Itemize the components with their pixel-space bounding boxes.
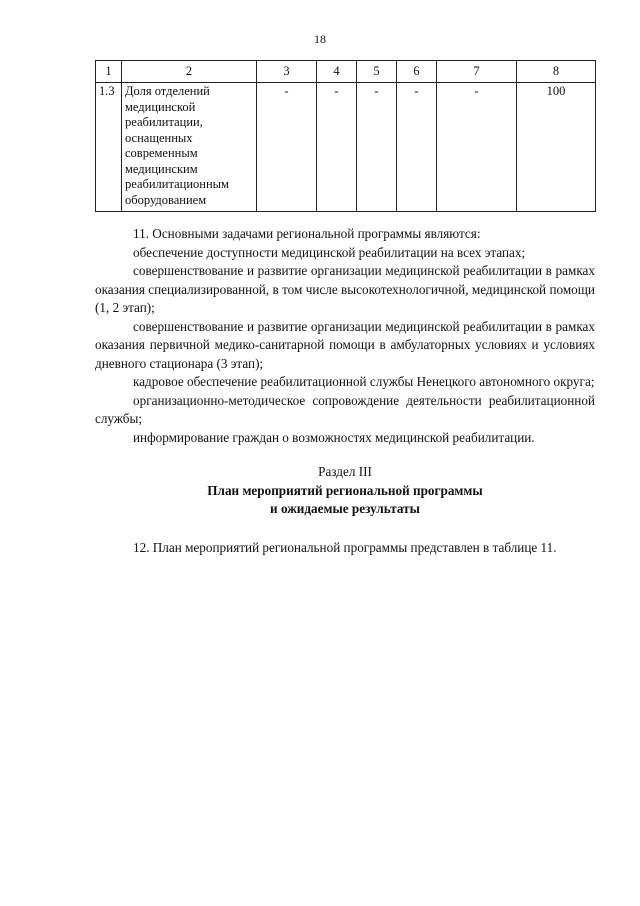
- header-cell: 1: [96, 61, 122, 83]
- header-cell: 6: [397, 61, 437, 83]
- row-value: -: [437, 83, 517, 212]
- header-cell: 2: [122, 61, 257, 83]
- row-value: -: [357, 83, 397, 212]
- indicator-table: [95, 60, 596, 212]
- header-cell: 5: [357, 61, 397, 83]
- row-number: 1.3: [96, 83, 122, 212]
- header-cell: 8: [517, 61, 596, 83]
- paragraph-task-1: обеспечение доступности медицинской реабилитации на всех этапах;: [133, 244, 526, 260]
- table-row: [96, 83, 596, 212]
- header-cell: 4: [317, 61, 357, 83]
- row-value: -: [257, 83, 317, 212]
- header-cell: 3: [257, 61, 317, 83]
- page-number: 18: [314, 32, 326, 46]
- paragraph-task-4: кадровое обеспечение реабилитационной службы Ненецкого автономного округа;: [133, 374, 595, 389]
- section-label: Раздел III: [318, 464, 372, 479]
- section-title-line-2: и ожидаемые результаты: [270, 501, 420, 516]
- paragraph-plan-reference: 12. План мероприятий региональной программы представлен в таблице 11.: [133, 539, 557, 555]
- row-value: -: [317, 83, 357, 212]
- paragraph-task-5: организационно-методическое сопровождение деятельности реабилитационной службы;: [95, 392, 595, 426]
- table-header-row: [96, 61, 596, 83]
- paragraph-task-2: совершенствование и развитие организации медицинской реабилитации в рамках оказания специализированной, в том числе высокотехнологичной, медицинской помощи (1, 2 этап);: [95, 263, 595, 315]
- document-body: [95, 225, 595, 557]
- section-heading: [95, 463, 595, 519]
- paragraph-task-6: информирование граждан о возможностях медицинской реабилитации.: [133, 429, 535, 445]
- paragraph-tasks-intro: 11. Основными задачами региональной программы являются:: [133, 226, 481, 241]
- section-title-line-1: План мероприятий региональной программы: [207, 482, 483, 498]
- row-value: -: [397, 83, 437, 212]
- paragraph-task-3: совершенствование и развитие организации медицинской реабилитации в рамках оказания первичной медико-санитарной помощи в амбулаторных условиях и условиях дневного стационара (3 этап);: [95, 318, 595, 371]
- row-description: Доля отделений медицинской реабилитации, оснащенных современным медицинским реабилитационным оборудованием: [122, 83, 257, 212]
- row-target-value: 100: [517, 83, 596, 212]
- header-cell: 7: [437, 61, 517, 83]
